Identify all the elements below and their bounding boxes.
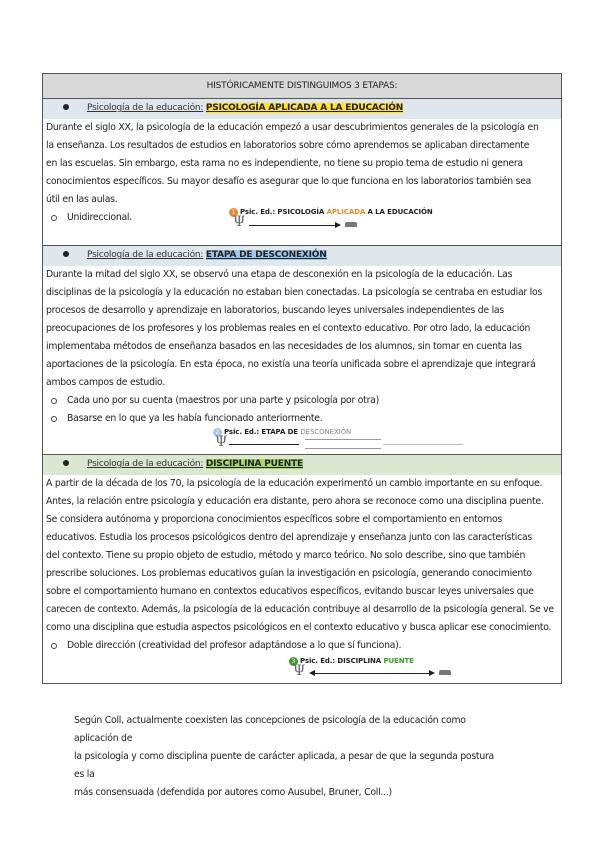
circle-bullet-icon — [51, 416, 57, 422]
section-puente — [43, 455, 561, 683]
list-item: Doble dirección (creatividad del profesor adaptándose a lo que sí funciona). — [43, 637, 561, 655]
bullet-icon — [63, 104, 69, 110]
psi-icon: Ψ — [293, 663, 306, 679]
graduation-cap-icon — [345, 222, 357, 227]
section-title: ETAPA DE DESCONEXIÓN — [205, 250, 327, 260]
section-lead: Psicología de la educación: — [87, 250, 204, 260]
section-title-bar — [43, 455, 561, 475]
section-title: DISCIPLINA PUENTE — [205, 459, 303, 469]
section-aplicada: Psicología de la educación: PSICOLOGÍA APLICADA A LA EDUCACIÓN Durante el siglo XX, la psicología de la educación empezó a usar descubrimientos generales de la psicología en la enseñanza. Los resultados de estudios en laboratorios sobre cómo aprendemos se aplicaban directamente en las escuelas. Sin embargo, esta rama no es independiente, no tiene su propio tema de estudio ni genera conocimientos específicos. Su mayor desafío es asegurar que lo que funciona en los laboratorios también sea útil en las aulas. Unidireccional. 1 Psic. Ed.: PSICOLOGÍA APLICADA A LA EDUCACIÓN Ψ — [43, 99, 561, 246]
circle-bullet-icon — [51, 215, 57, 221]
bullet-icon — [63, 251, 69, 257]
diagram-puente: 3 Psic. Ed.: DISCIPLINA PUENTE Ψ — [43, 655, 561, 683]
circle-bullet-icon — [51, 643, 57, 649]
section-text: A partir de la década de los 70, la psicología de la educación experimentó un cambio importante en su enfoque. Antes, la relación entre psicología y educación era distante, pero ahora se reconoce como una disciplina puente. Se considera autónoma y proporciona conocimientos específicos sobre el comportamiento en entornos educativos. Estudia los procesos psicológicos dentro del aprendizaje y enseñanza junto con las características del contexto. Tiene su propio objeto de estudio, método y marco teórico. No solo describe, sino que también prescribe soluciones. Los problemas educativos guían la investigación en psicología, generando conocimiento sobre el comportamiento humano en contextos educativos específicos, evitando buscar leyes universales que carecen de contexto. Además, la psicología de la educación contribuye al desarrollo de la psicología general. Se ve como una disciplina que estudia aspectos psicológicos en el contexto educativo y busca aplicar ese conocimiento. — [46, 478, 554, 633]
section-text: Durante el siglo XX, la psicología de la educación empezó a usar descubrimientos generales de la psicología en la enseñanza. Los resultados de estudios en laboratorios sobre cómo aprendemos se aplicaban directamente en las escuelas. Sin embargo, esta rama no es independiente, no tiene su propio tema de estudio ni genera conocimientos específicos. Su mayor desafío es asegurar que lo que funciona en los laboratorios también sea útil en las aulas. — [46, 122, 539, 205]
circle-bullet-icon — [51, 398, 57, 404]
psi-icon: Ψ — [215, 434, 228, 450]
list-item: Cada uno por su cuenta (maestros por una parte y psicología por otra) — [43, 392, 561, 410]
section-lead: Psicología de la educación: — [87, 459, 204, 469]
table-header: HISTÓRICAMENTE DISTINGUIMOS 3 ETAPAS: — [43, 74, 561, 99]
graduation-cap-icon — [439, 670, 451, 675]
psi-icon: Ψ — [233, 214, 246, 230]
section-title: PSICOLOGÍA APLICADA A LA EDUCACIÓN — [205, 103, 404, 113]
list-item: Basarse en lo que ya les había funcionado anteriormente. — [43, 410, 561, 428]
diagram-desconexion: 2 Psic. Ed.: ETAPA DE DESCONEXIÓN Ψ — [43, 428, 561, 454]
bullet-icon — [63, 460, 69, 466]
list-item: Unidireccional. — [43, 209, 561, 227]
section-title-bar — [43, 246, 561, 266]
section-desconexion — [43, 246, 561, 455]
section-text: Durante la mitad del siglo XX, se observó una etapa de desconexión en la psicología de la educación. Las disciplinas de la psicología y la educación no estaban bien conectadas. La psicología se centraba en estudiar los procesos de desarrollo y aprendizaje en laboratorios, buscando leyes universales independientes de las preocupaciones de los profesores y los problemas reales en el contexto educativo. Por otro lado, la educación implementaba métodos de enseñanza basados en las necesidades de los alumnos, sin tomar en cuenta las aportaciones de la psicología. En esta época, no existía una teoría unificada sobre el aprendizaje que integrará ambos campos de estudio. — [46, 269, 543, 388]
etapas-table — [42, 73, 562, 684]
footer-paragraph: Según Coll, actualmente coexisten las concepciones de psicología de la educación como aplicación de la psicología y como disciplina puente de carácter aplicada, a pesar de que la segunda postura es la más consensuada (defendida por autores como Ausubel, Bruner, Coll...) — [74, 715, 494, 798]
section-lead: Psicología de la educación: — [87, 103, 204, 113]
section-title-bar — [43, 99, 561, 119]
